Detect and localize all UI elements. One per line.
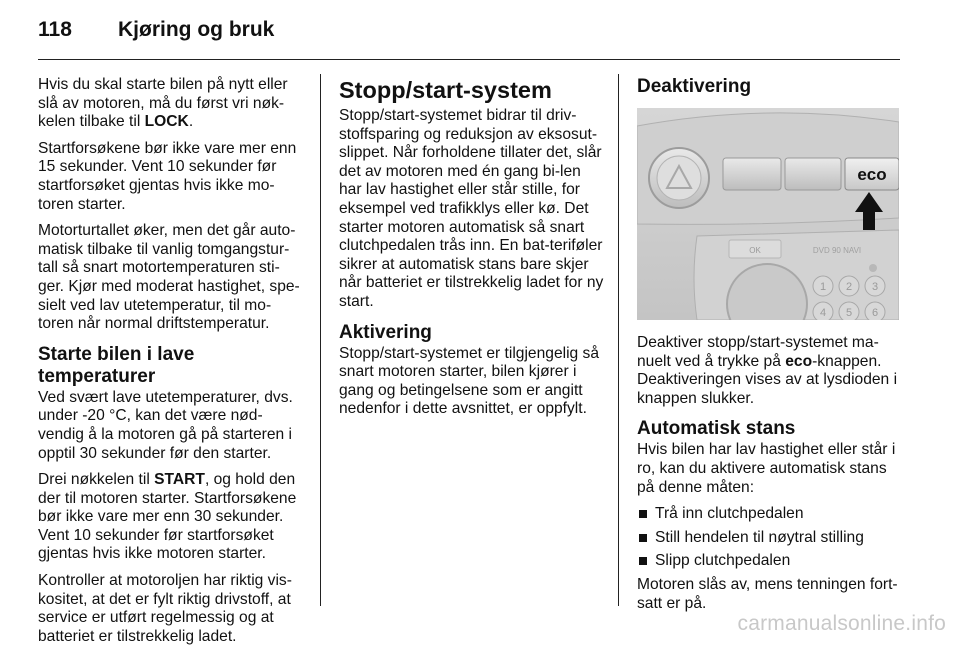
paragraph-system-description: Stopp/start-systemet bidrar til driv-stoffsparing og reduksjon av eksosut-slippet. Når forholdene tillater det, slår det av motoren med én gang bi-len har lav hastighet eller står stille, for eksempel ved trafikklys eller kø. Det starter motoren automatisk så snart clutchpedalen trås inn. En bat-teriføler sikrer at automatisk stans bare skjer når batteriet er tilstrekkelig ladet for ny start. <box>339 107 604 310</box>
list-item: Still hendelen til nøytral stilling <box>637 529 903 548</box>
paragraph-low-temperature: Ved svært lave utetemperaturer, dvs. under -20 °C, kan det være nød-vendig å la motoren gå på starteren i opptil 30 sekunder før den starter. <box>38 388 293 462</box>
navi-label: DVD 90 NAVI <box>812 246 862 255</box>
heading-automatic-stop: Automatisk stans <box>637 418 796 440</box>
watermark: carmanualsonline.info <box>737 612 946 635</box>
paragraph-oil-check: Kontroller at motoroljen har riktig vis-kositet, at det er fylt riktig drivstoff, at service er utført regelmessig og at batteriet er tilstrekkelig ladet. <box>38 572 292 645</box>
key-5-label: 5 <box>845 307 853 319</box>
paragraph-turn-key: Drei nøkkelen til START, og hold den der til motoren starter. Startforsøkene bør ikke vare mer enn 30 sekunder. Vent 10 sekunder før startforsøket gjentas hvis ikke motoren starter. <box>38 471 297 563</box>
list-item: Slipp clutchpedalen <box>637 552 903 571</box>
column-divider-2 <box>618 74 619 606</box>
heading-stop-start-system: Stopp/start-system <box>339 77 552 103</box>
heading-deactivation: Deaktivering <box>637 76 752 97</box>
panel-button-2 <box>785 158 841 190</box>
key-2-label: 2 <box>845 281 853 293</box>
ok-label: OK <box>749 246 761 255</box>
key-4-label: 4 <box>819 307 827 319</box>
dashboard-illustration <box>637 108 899 320</box>
eco-label: eco <box>857 165 887 184</box>
key-1-label: 1 <box>819 281 827 293</box>
start-keyword: START <box>154 471 205 489</box>
paragraph-deactivate: Deaktiver stopp/start-systemet ma-nuelt ved å trykke på eco-knappen. Deaktiveringen vises av at lysdioden i knappen slukker. <box>637 334 898 407</box>
paragraph-activation: Stopp/start-systemet er tilgjengelig så snart motoren starter, bilen kjører i gang og betingelsene som er angitt nedenfor i dette avsnittet, er oppfylt. <box>339 344 600 418</box>
heading-cold-start: Starte bilen i lave temperaturer <box>38 343 195 387</box>
page-number: 118 <box>38 18 72 41</box>
column-1 <box>38 76 304 654</box>
key-3-label: 3 <box>871 281 879 293</box>
key-6-label: 6 <box>871 307 879 319</box>
eco-keyword: eco <box>785 352 813 370</box>
column-3 <box>637 76 903 621</box>
paragraph-automatic-stop: Hvis bilen har lav hastighet eller står i ro, kan du aktivere automatisk stans på denne måten: <box>637 441 896 496</box>
page-title: Kjøring og bruk <box>118 18 275 41</box>
eco-button-figure <box>637 108 899 320</box>
lock-keyword: LOCK <box>144 113 189 131</box>
paragraph-restart: Hvis du skal starte bilen på nytt eller slå av motoren, må du først vri nøk-kelen tilbake til LOCK. <box>38 76 288 131</box>
paragraph-engine-speed: Motorturtallet øker, men det går auto-matisk tilbake til vanlig tomgangstur-tall så snart motortemperaturen sti-ger. Kjør med moderat hastighet, spe-sielt ved lav utetemperatur, til mo-toren når normal driftstemperatur. <box>38 222 300 333</box>
heading-activation: Aktivering <box>339 321 432 343</box>
column-divider-1 <box>320 74 321 606</box>
steps-list <box>637 505 903 571</box>
panel-button-1 <box>723 158 781 190</box>
paragraph-engine-off: Motoren slås av, mens tenningen fort-satt er på. <box>637 575 898 612</box>
column-2 <box>339 76 605 427</box>
header-rule <box>38 59 900 60</box>
paragraph-start-attempts: Startforsøkene bør ikke vare mer enn 15 sekunder. Vent 10 sekunder før startforsøket gjentas hvis ikke mo-toren starter. <box>38 139 297 213</box>
list-item: Trå inn clutchpedalen <box>637 505 903 524</box>
